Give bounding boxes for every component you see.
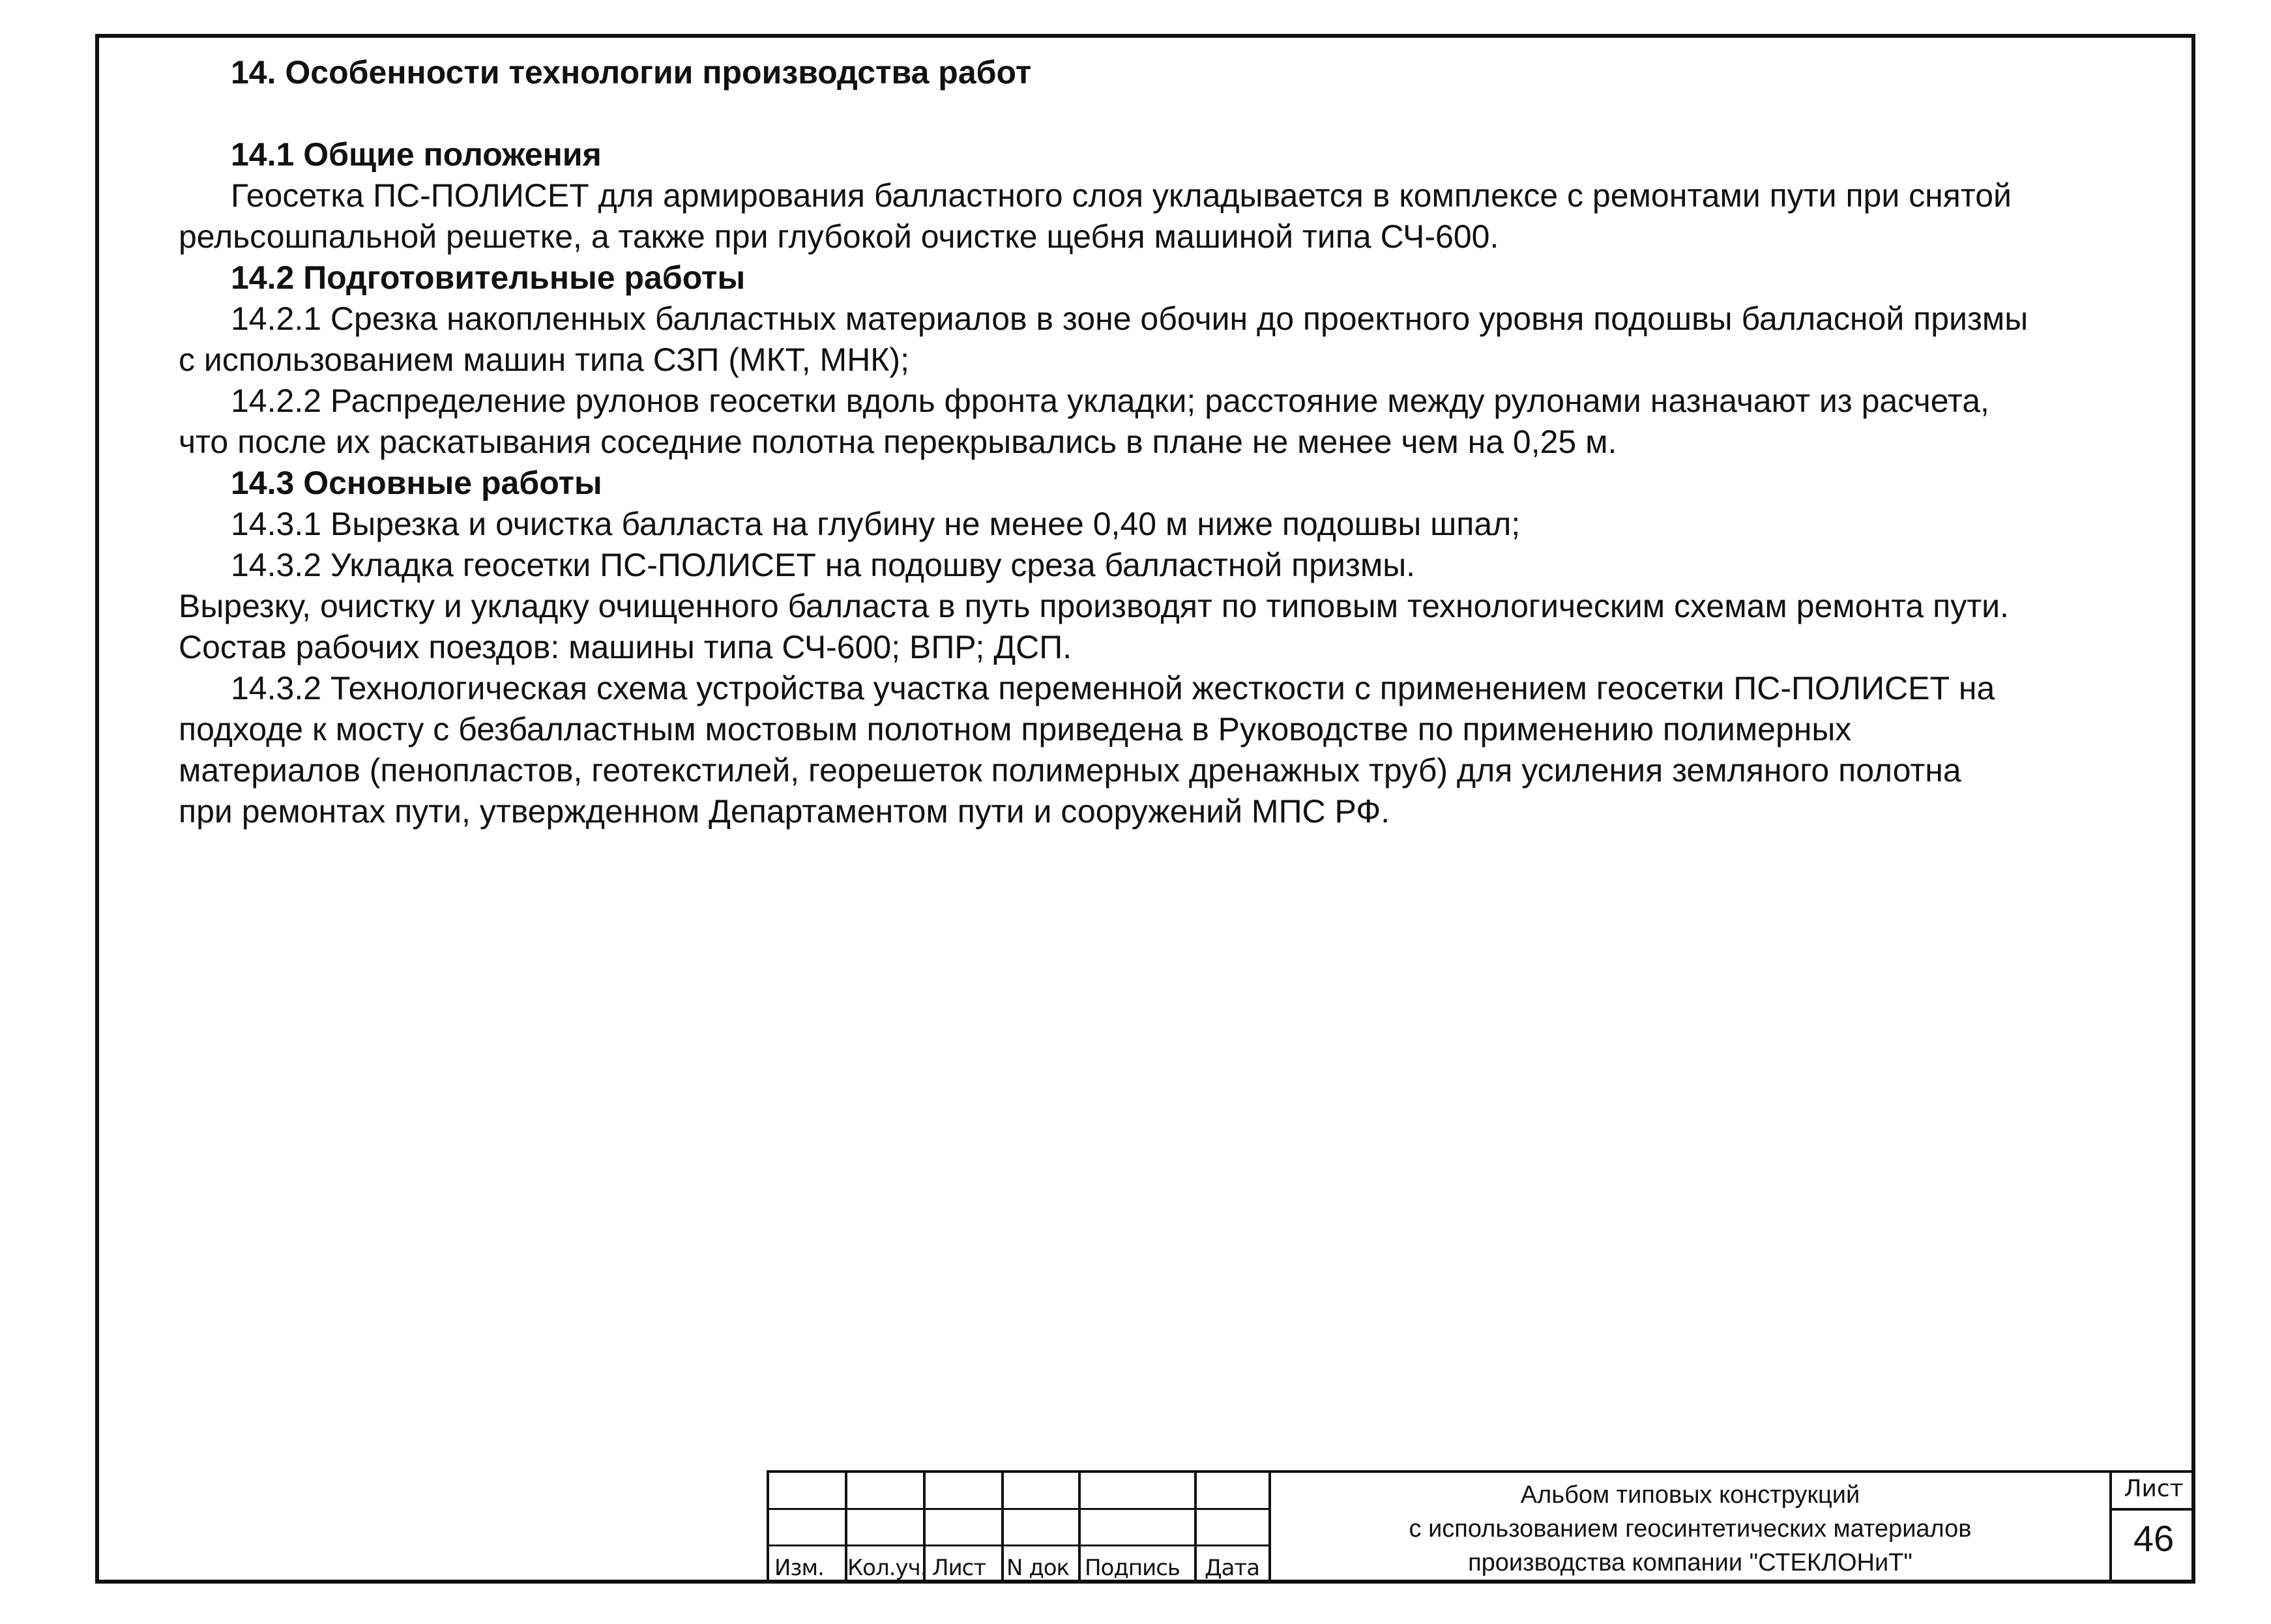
album-title-line: производства компании "СТЕКЛОНиТ" [1468,1549,1912,1576]
column-label-n-dok: N док [1006,1555,1070,1581]
document-body [179,52,2134,832]
paragraph-line: Геосетка ПС-ПОЛИСЕТ для армирования балластного слоя укладывается в комплексе с ремонтами пути при снятой [231,177,2012,214]
column-label-list: Лист [932,1555,986,1581]
paragraph-line: 14.3.1 Вырезка и очистка балласта на глубину не менее 0,40 м ниже подошвы шпал; [231,506,1521,542]
paragraph-line: 14.2.2 Распределение рулонов геосетки вдоль фронта укладки; расстояние между рулонами назначают из расчета, [231,383,1989,419]
column-label-kol-uch: Кол.уч. [847,1555,927,1581]
column-label-data: Дата [1205,1555,1260,1581]
sheet-number: 46 [2133,1518,2175,1559]
spacer [179,93,2134,134]
sheet-label: Лист [2112,1475,2195,1511]
column-label-izm: Изм. [774,1555,824,1581]
paragraph-line: 14.2.1 Срезка накопленных балластных материалов в зоне обочин до проектного уровня подошвы балласной призмы [231,300,2029,337]
paragraph-line: Состав рабочих поездов: машины типа СЧ-600; ВПР; ДСП. [179,629,1072,665]
grid-column [1078,1473,1081,1584]
paragraph-line: 14.3.2 Укладка геосетки ПС-ПОЛИСЕТ на подошву среза балластной призмы. [231,547,1416,583]
grid-column [1194,1473,1197,1584]
paragraph-line: рельсошпальной решетке, а также при глубокой очистке щебня машиной типа СЧ-600. [179,218,1499,255]
subsection-title: 14.1 Общие положения [231,136,602,173]
grid-column [1001,1473,1004,1584]
album-title-cell [1268,1470,2109,1584]
section-heading: 14. Особенности технологии производства работ [231,54,1032,91]
paragraph-line: Вырезку, очистку и укладку очищенного балласта в путь производят по типовым технологическим схемам ремонта пути. [179,588,2009,624]
paragraph-line: при ремонтах пути, утвержденном Департаментом пути и сооружений МПС РФ. [179,793,1390,830]
subsection-title: 14.2 Подготовительные работы [231,259,746,296]
album-title-line: Альбом типовых конструкций [1520,1481,1860,1509]
sheet-cell [2109,1470,2195,1584]
column-label-podpis: Подпись [1085,1555,1180,1581]
paragraph-line: 14.3.2 Технологическая схема устройства участка переменной жесткости с применением геосетки ПС-ПОЛИСЕТ на [231,670,1995,706]
subsection-title: 14.3 Основные работы [231,465,602,501]
title-block-grid [767,1470,1268,1584]
album-title-line: с использованием геосинтетических материалов [1409,1515,1972,1543]
paragraph-line: подходе к мосту с безбалластным мостовым полотном приведена в Руководстве по применению полимерных [179,711,1852,747]
paragraph-line: материалов (пенопластов, геотекстилей, георешеток полимерных дренажных труб) для усиления земляного полотна [179,752,1961,789]
paragraph-line: что после их раскатывания соседние полотна перекрывались в плане не менее чем на 0,25 м. [179,424,1617,460]
paragraph-line: с использованием машин типа СЗП (МКТ, МНК); [179,341,909,378]
